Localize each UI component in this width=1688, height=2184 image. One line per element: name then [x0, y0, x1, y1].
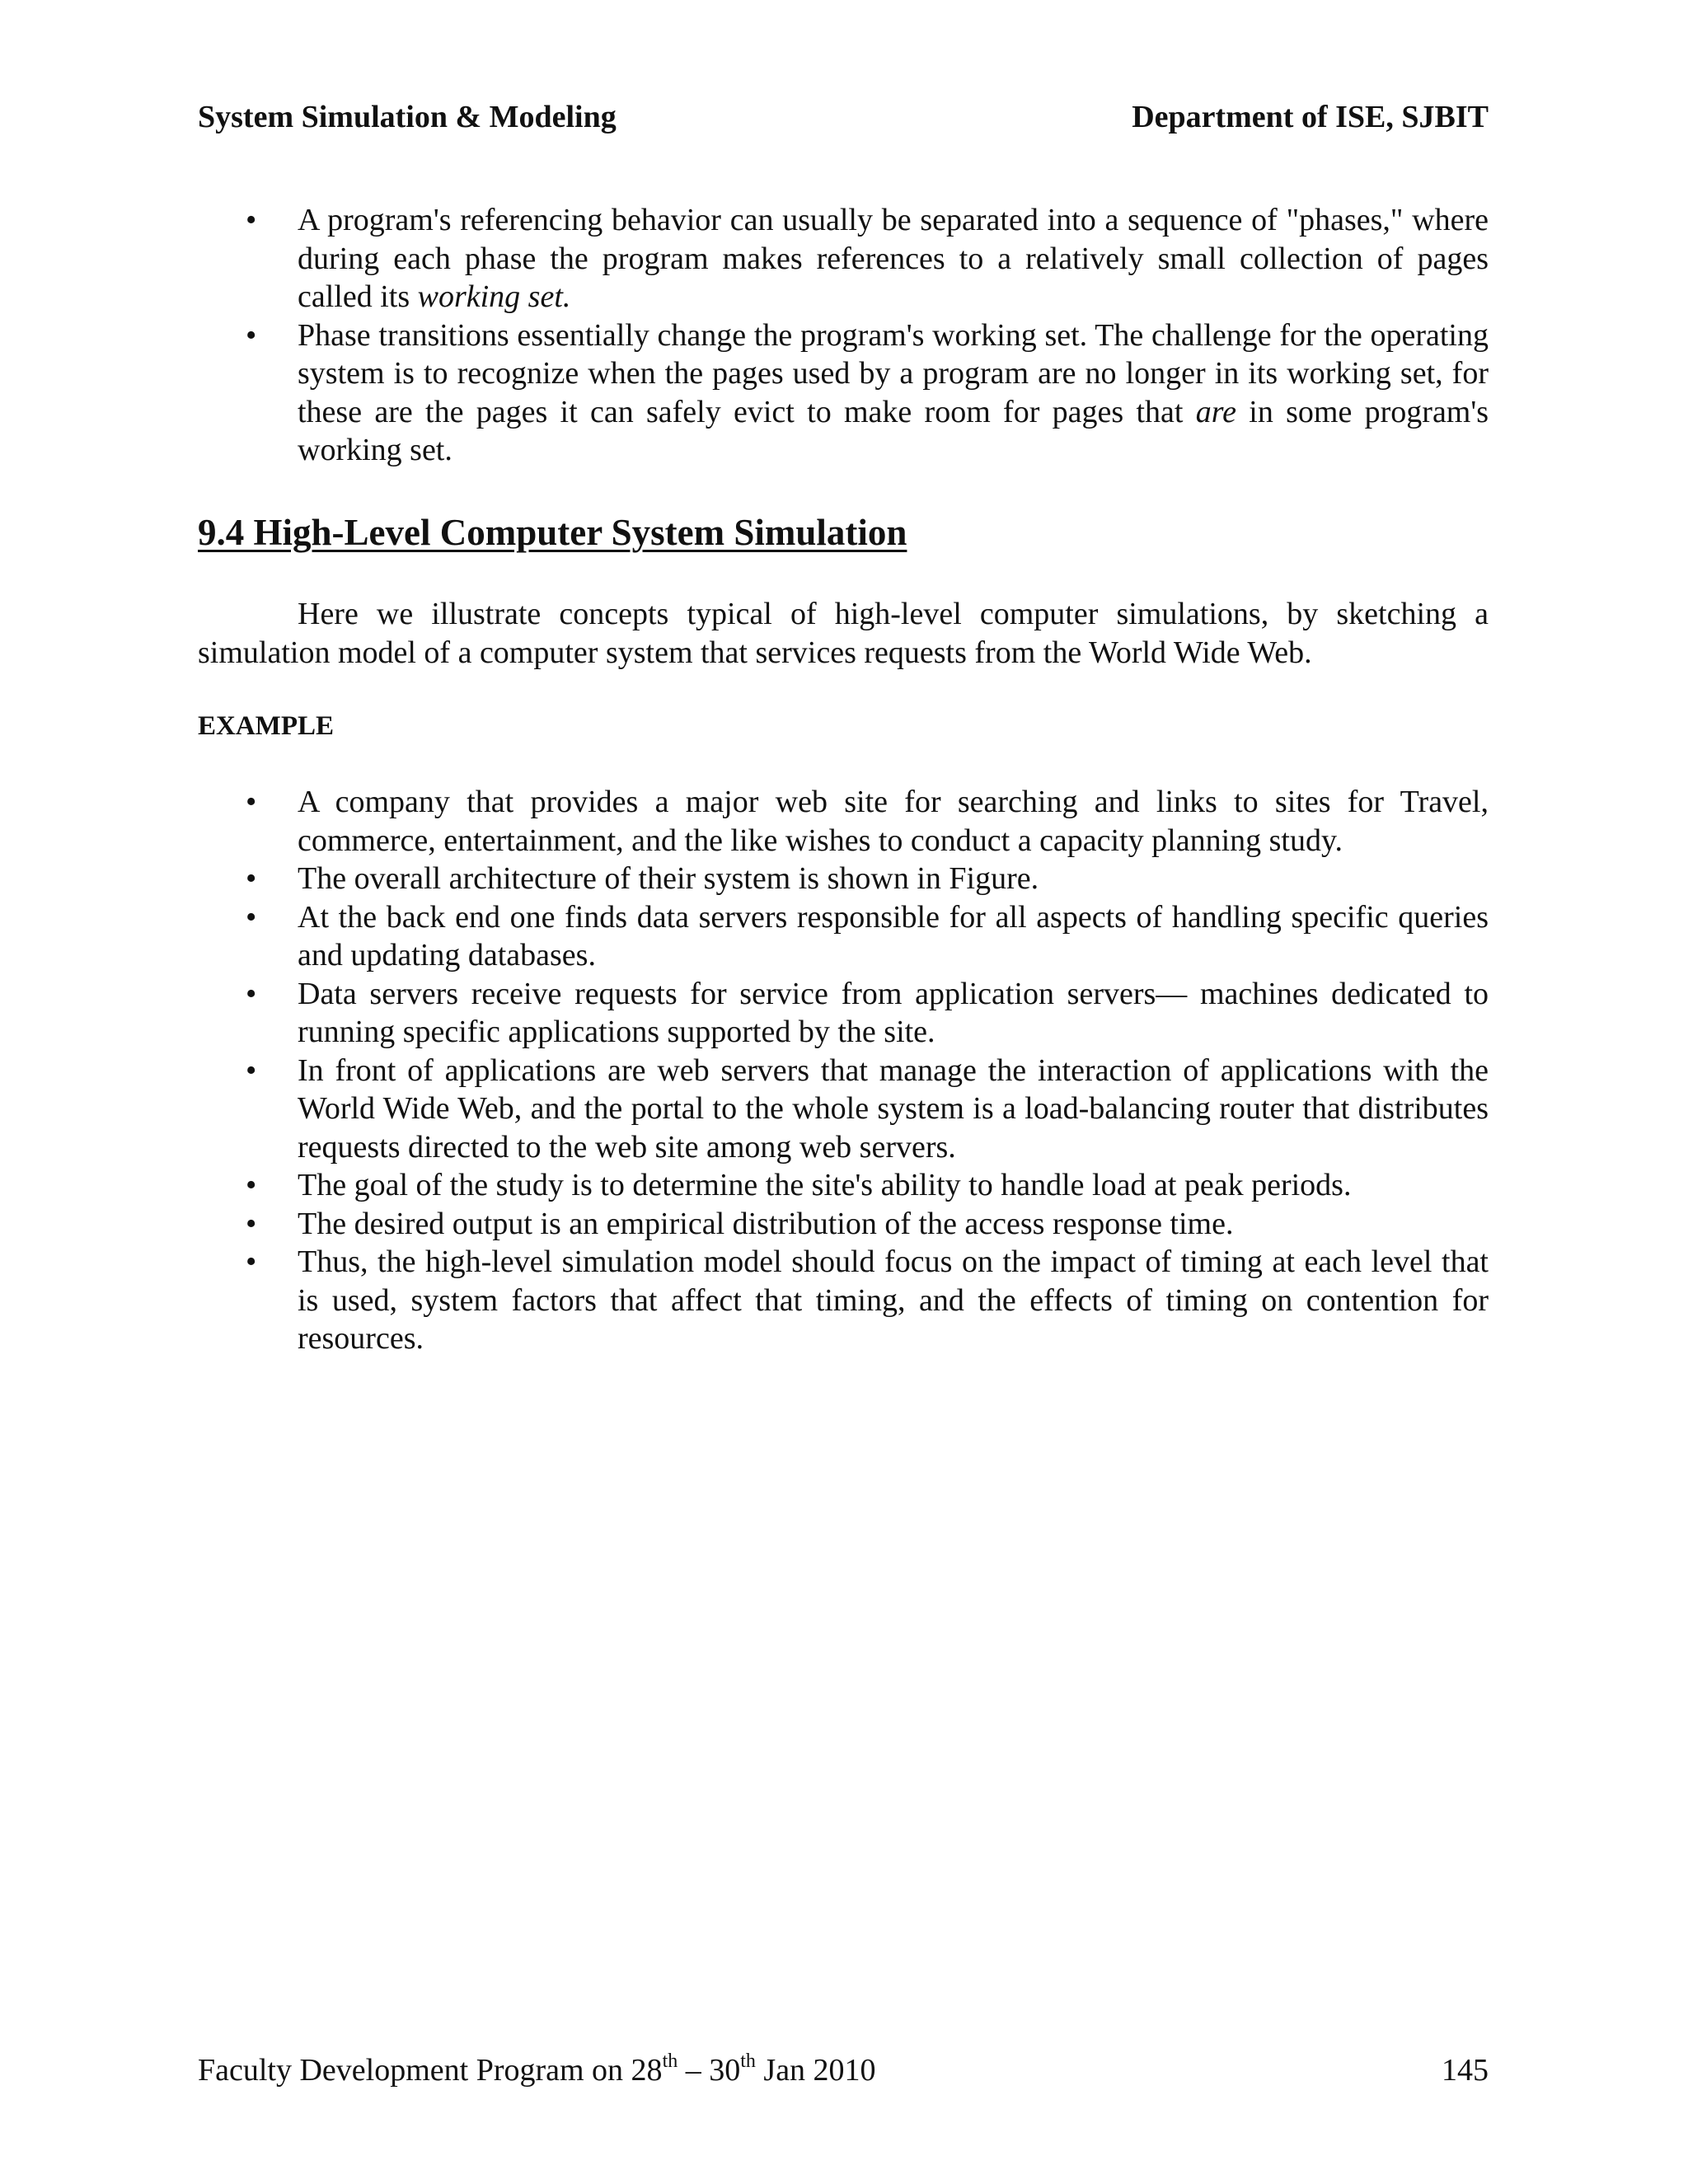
list-item	[198, 316, 1489, 470]
bullet-text: In front of applications are web servers that manage the interaction of applications with the World Wide Web, and the portal to the whole system is a load-balancing router that distributes requests directed to the web site among web servers.	[298, 1052, 1489, 1165]
list-item	[198, 783, 1489, 860]
bullet-text: The goal of the study is to determine the site's ability to handle load at peak periods.	[298, 1168, 1352, 1202]
list-item	[198, 1052, 1489, 1167]
list-item	[198, 1205, 1489, 1244]
bullet-text: Phase transitions essentially change the program's working set. The challenge for the operating system is to recognize when the pages used by a program are no longer in its working set, for these are the pages it can safely evict to make room for pages that are in some program's working set.	[298, 317, 1489, 467]
bullet-icon: •	[246, 1206, 257, 1241]
bullet-text: A program's referencing behavior can usually be separated into a sequence of "phases," where during each phase the program makes references to a relatively small collection of pages called its working set.	[298, 203, 1489, 314]
header-course-title: System Simulation & Modeling	[198, 100, 617, 134]
list-item	[198, 1166, 1489, 1205]
list-item	[198, 860, 1489, 898]
emphasis-text: working set.	[417, 279, 571, 314]
bullet-icon: •	[246, 317, 257, 353]
footer-program-text: Faculty Development Program on 28th – 30th Jan 2010	[198, 2050, 876, 2088]
example-label: EXAMPLE	[198, 711, 334, 741]
emphasis-text: are	[1195, 394, 1236, 429]
bullet-icon: •	[246, 861, 257, 896]
bullet-icon: •	[246, 976, 257, 1011]
list-item	[198, 1243, 1489, 1358]
top-bullet-list	[198, 201, 1489, 470]
bullet-text: Data servers receive requests for service from application servers— machines dedicated to running specific applications supported by the site.	[298, 976, 1489, 1049]
bullet-icon: •	[246, 1244, 257, 1279]
bullet-icon: •	[246, 899, 257, 935]
bullet-icon: •	[246, 1052, 257, 1088]
page-footer	[198, 2050, 1489, 2090]
bullet-text: The desired output is an empirical distribution of the access response time.	[298, 1206, 1234, 1241]
section-heading: 9.4 High-Level Computer System Simulation	[198, 512, 907, 553]
bullet-text: At the back end one finds data servers responsible for all aspects of handling specific queries and updating databases.	[298, 899, 1489, 972]
page-header	[198, 97, 1489, 137]
page-number: 145	[1442, 2053, 1489, 2088]
bullet-icon: •	[246, 785, 257, 819]
list-item	[198, 898, 1489, 975]
list-item	[198, 201, 1489, 316]
bullet-text: The overall architecture of their system is shown in Figure.	[298, 861, 1039, 896]
header-department: Department of ISE, SJBIT	[1132, 100, 1489, 134]
example-bullet-list	[198, 783, 1489, 1358]
bullet-text: Thus, the high-level simulation model should focus on the impact of timing at each level that is used, system factors that affect that timing, and the effects of timing on contention for resources.	[298, 1244, 1489, 1356]
bullet-icon: •	[246, 203, 257, 237]
bullet-icon: •	[246, 1168, 257, 1202]
bullet-text: A company that provides a major web site for searching and links to sites for Travel, commerce, entertainment, and the like wishes to conduct a capacity planning study.	[298, 785, 1489, 858]
list-item	[198, 975, 1489, 1052]
intro-paragraph: Here we illustrate concepts typical of high-level computer simulations, by sketching a simulation model of a computer system that services requests from the World Wide Web.	[198, 597, 1489, 670]
